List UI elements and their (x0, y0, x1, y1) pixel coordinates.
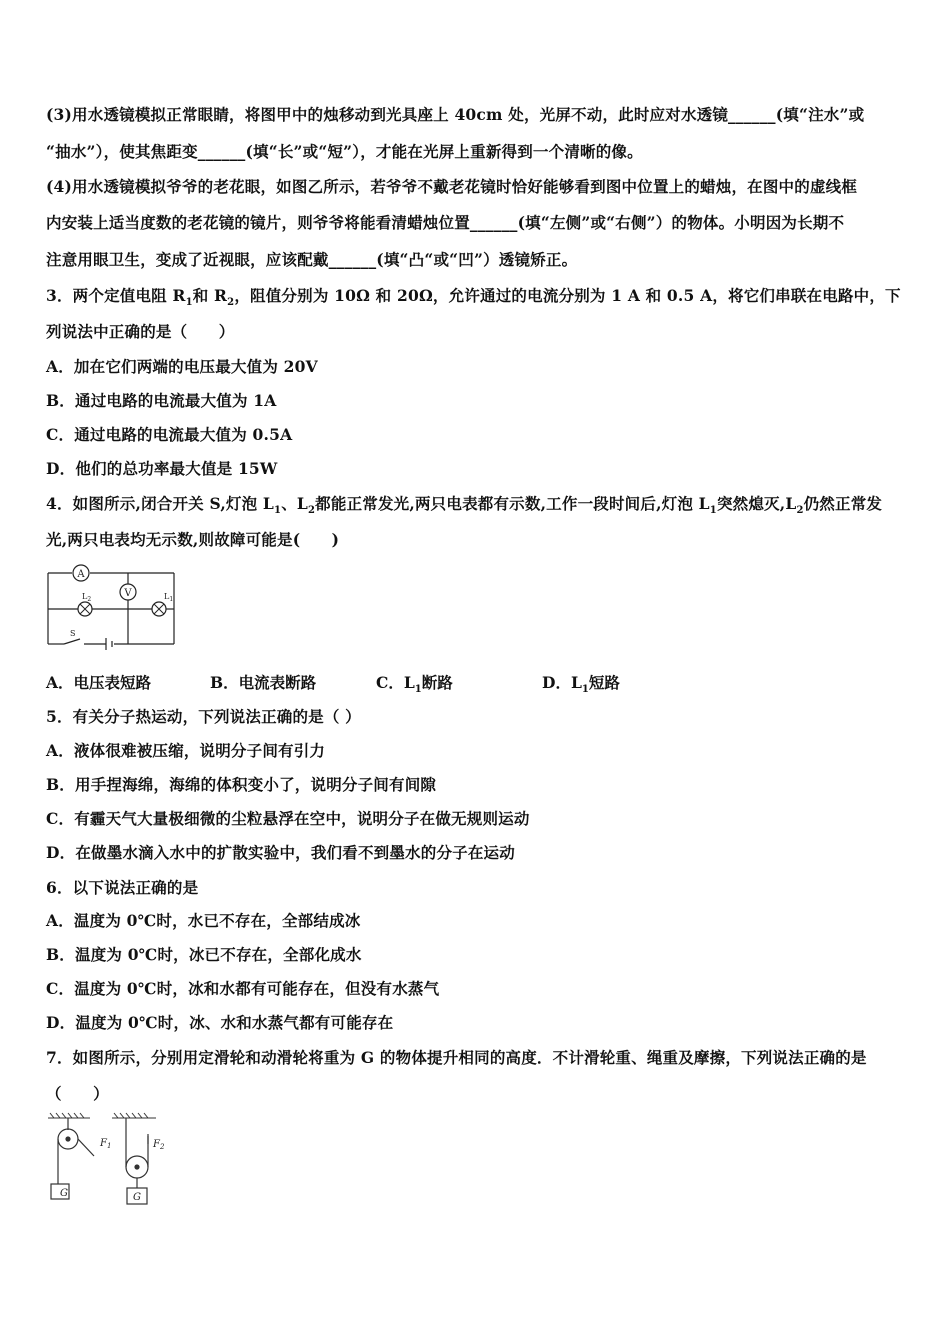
q7-stem-line2: （ ） (46, 1084, 109, 1103)
q6-option-c: C．温度为 0℃时，冰和水都有可能存在，但没有水蒸气 (46, 979, 440, 998)
g-right-label: G (133, 1192, 141, 1203)
q2-part4-line1: (4)用水透镜模拟爷爷的老花眼，如图乙所示，若爷爷不戴老花镜时恰好能够看到图中位置上的蜡烛，在图中的虚线框 (46, 177, 858, 196)
q5-option-a: A．液体很难被压缩，说明分子间有引力 (46, 741, 326, 760)
q3-stem-line1: 3．两个定值电阻 $R_1$和 $R_2$，阻值分别为 10Ω 和 20Ω，允许通过的电流分别为 1 A 和 0.5 A，将它们串联在电路中，下 (46, 286, 901, 309)
voltmeter-icon (120, 584, 136, 600)
q2-part4-line3: 注意用眼卫生，变成了近视眼，应该配戴______(填“凸“或“凹”）透镜矫正。 (46, 250, 578, 269)
lamp-l1-icon (152, 592, 173, 616)
f1-label: $F_1$ (100, 1138, 112, 1150)
svg-text:A: A (77, 569, 85, 580)
q4-stem-line2: 光,两只电表均无示数,则故障可能是( ) (46, 530, 340, 549)
q4-options (46, 671, 746, 696)
q6-stem: 6．以下说法正确的是 (46, 878, 199, 897)
q6-option-a: A．温度为 0℃时，水已不存在，全部结成冰 (46, 911, 361, 930)
fixed-pulley-icon (51, 1118, 94, 1199)
q4-option-b: B．电流表断路 (210, 673, 317, 692)
q5-option-c: C．有霾天气大量极细微的尘粒悬浮在空中，说明分子在做无规则运动 (46, 809, 530, 828)
q2-part4-line2: 内安装上适当度数的老花镜的镜片，则爷爷将能看清蜡烛位置______(填“左侧”或“右侧”）的物体。小明因为长期不 (46, 213, 845, 232)
q5-stem: 5．有关分子热运动，下列说法正确的是（ ） (46, 707, 361, 726)
svg-text:V: V (124, 588, 132, 599)
svg-text:L1: $L_1$ (164, 592, 174, 603)
q2-part3-line2: “抽水”），使其焦距变______(填“长”或“短”），才能在光屏上重新得到一个清晰的像。 (46, 142, 643, 161)
q3-option-b: B．通过电路的电流最大值为 1A (46, 391, 277, 410)
q4-stem-line1: 4．如图所示,闭合开关 S,灯泡 $L_1$、$L_2$都能正常发光,两只电表都有示数,工作一段时间后,灯泡 $L_1$突然熄灭$,L_2$仍然正常发 (46, 494, 883, 517)
q3-option-d: D．他们的总功率最大值是 15W (46, 459, 278, 478)
q3-stem-line2: 列说法中正确的是（ ） (46, 322, 235, 341)
lamp-l2-icon (78, 592, 92, 616)
ceiling-left (48, 1113, 90, 1118)
q6-option-b: B．温度为 0℃时，冰已不存在，全部化成水 (46, 945, 362, 964)
q4-option-d: D．$L_1$短路 (542, 673, 620, 696)
q4-circuit-diagram (44, 560, 184, 652)
q2-part3-line1: (3)用水透镜模拟正常眼睛，将图甲中的烛移动到光具座上 40cm 处，光屏不动，此时应对水透镜______(填“注水”或 (46, 105, 865, 124)
q4-option-a: A．电压表短路 (46, 673, 152, 692)
q3-option-c: C．通过电路的电流最大值为 0.5A (46, 425, 293, 444)
q3-option-a: A．加在它们两端的电压最大值为 20V (46, 357, 318, 376)
q7-pulley-diagram (44, 1112, 178, 1214)
ceiling-right (112, 1113, 156, 1118)
ammeter-icon (73, 565, 89, 581)
q4-option-c: C．$L_1$断路 (376, 673, 453, 696)
switch-label: S (70, 629, 76, 638)
q5-option-d: D．在做墨水滴入水中的扩散实验中，我们看不到墨水的分子在运动 (46, 843, 515, 862)
q7-stem-line1: 7．如图所示，分别用定滑轮和动滑轮将重为 G 的物体提升相同的高度．不计滑轮重、绳重及摩擦，下列说法正确的是 (46, 1048, 867, 1067)
f2-label: $F_2$ (153, 1139, 165, 1151)
q6-option-d: D．温度为 0℃时，冰、水和水蒸气都有可能存在 (46, 1013, 394, 1032)
svg-text:L2: $L_2$ (82, 592, 92, 603)
g-left-label: G (60, 1188, 68, 1199)
q5-option-b: B．用手捏海绵，海绵的体积变小了，说明分子间有间隙 (46, 775, 437, 794)
